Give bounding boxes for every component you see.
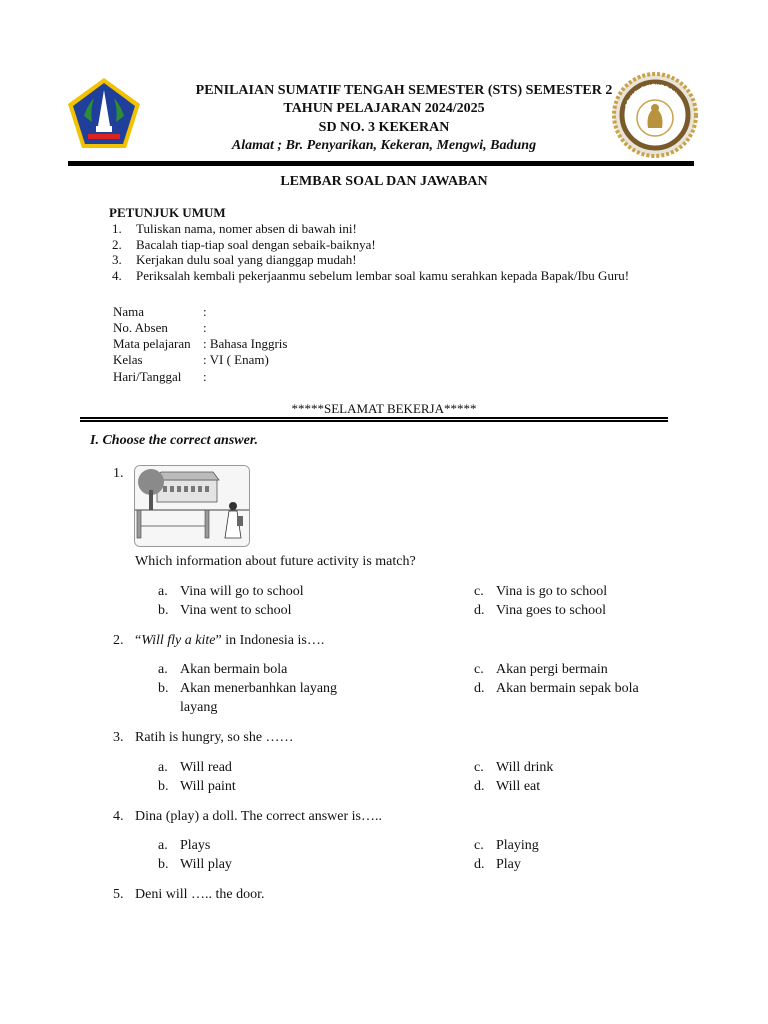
instructions-list [112, 221, 629, 283]
question-number: 1. [113, 466, 124, 481]
question-number: 3. [113, 730, 124, 745]
school-seal [610, 72, 700, 158]
list-item: 4. Periksalah kembali pekerjaanmu sebelum lembar soal kamu serahkan kepada Bapak/Ibu Guru! [112, 267, 630, 283]
section-divider [80, 417, 668, 419]
field-subject: Mata pelajaran : Bahasa Inggris [113, 336, 288, 351]
list-item: 1. Tuliskan nama, nomer absen di bawah ini! [112, 221, 357, 236]
question-number: 5. [113, 887, 124, 902]
school-name: SD NO. 3 KEKERAN [318, 120, 450, 135]
section-divider-secondary [80, 420, 668, 422]
exam-title: PENILAIAN SUMATIF TENGAH SEMESTER (STS) SEMESTER 2 [195, 83, 613, 98]
list-item: 2. Bacalah tiap-tiap soal dengan sebaik-baiknya! [112, 236, 376, 252]
field-class: Kelas : VI ( Enam) [113, 352, 269, 367]
school-scene-illustration [134, 465, 250, 547]
field-name: Nama : [113, 304, 207, 319]
question-text: Ratih is hungry, so she …… [135, 730, 294, 745]
greeting: *****SELAMAT BEKERJA***** [291, 401, 477, 416]
question-text: Which information about future activity is match? [135, 554, 416, 569]
header-divider [68, 161, 694, 166]
seal-text: SD NO. 3 KEKERAN [624, 83, 678, 109]
section-title: I. Choose the correct answer. [90, 433, 259, 448]
sheet-title: LEMBAR SOAL DAN JAWABAN [280, 174, 488, 189]
question-number: 4. [113, 809, 124, 824]
question-text: Deni will ….. the door. [135, 887, 265, 902]
instructions-heading: PETUNJUK UMUM [109, 205, 226, 220]
academic-year: TAHUN PELAJARAN 2024/2025 [283, 101, 485, 116]
school-address: Alamat ; Br. Penyarikan, Kekeran, Mengwi, Badung [231, 138, 537, 153]
field-absen: No. Absen : [113, 320, 207, 335]
list-item: 3. Kerjakan dulu soal yang dianggap mudah! [112, 252, 357, 267]
question-text: Dina (play) a doll. The correct answer is….. [135, 809, 382, 824]
field-date: Hari/Tanggal : [113, 369, 207, 384]
question-text: “Will fly a kite” in Indonesia is…. [135, 633, 325, 648]
question-number: 2. [113, 633, 124, 648]
